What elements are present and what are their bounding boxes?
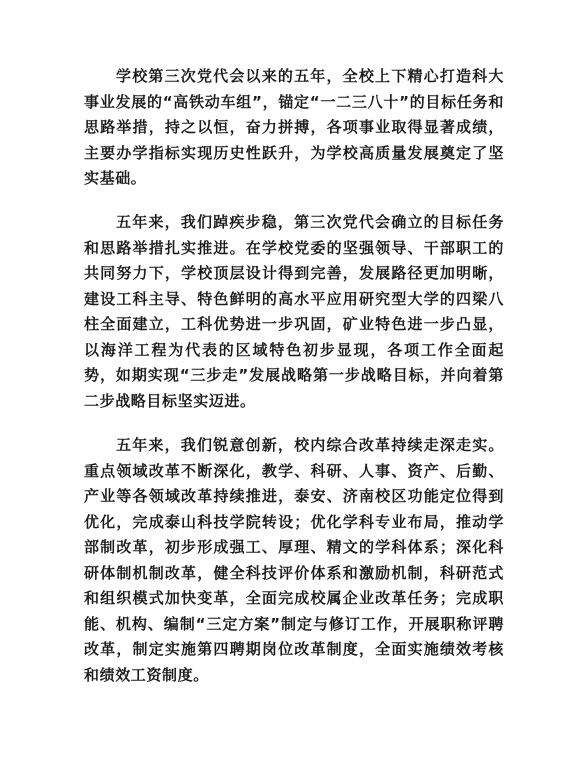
paragraph-goals-progress: 五年来，我们踔疾步稳，第三次党代会确立的目标任务和思路举措扎实推进。在学校党委的坚强领导、干部职工的共同努力下，学校顶层设计得到完善，发展路径更加明晰，建设工科主导、特色鲜明的高水平应用研究型大学的四梁八柱全面建立，工科优势进一步巩固，矿业特色进一步凸显，以海洋工程为代表的区域特色初步显现，各项工作全面起势，如期实现“三步走”发展战略第一步战略目标，并向着第二步战略目标坚实迈进。 xyxy=(84,213,504,410)
paragraph-intro: 学校第三次党代会以来的五年，全校上下精心打造科大事业发展的“高铁动车组”，锚定“一二三八十”的目标任务和思路举措，持之以恒，奋力拼搏，各项事业取得显著成绩，主要办学指标实现历史性跃升，为学校高质量发展奠定了坚实基础。 xyxy=(84,67,504,187)
paragraph-reform: 五年来，我们锐意创新，校内综合改革持续走深走实。重点领域改革不断深化，教学、科研、人事、资产、后勤、产业等各领域改革持续推进，泰安、济南校区功能定位得到优化，完成泰山科技学院转设；优化学科专业布局，推动学部制改革，初步形成强工、厚理、精文的学科体系；深化科研体制机制改革，健全科技评价体系和激励机制，科研范式和组织模式加快变革，全面完成校属企业改革任务；完成职能、机构、编制“三定方案”制定与修订工作，开展职称评聘改革，制定实施第四聘期岗位改革制度，全面实施绩效考核和绩效工资制度。 xyxy=(84,436,504,684)
